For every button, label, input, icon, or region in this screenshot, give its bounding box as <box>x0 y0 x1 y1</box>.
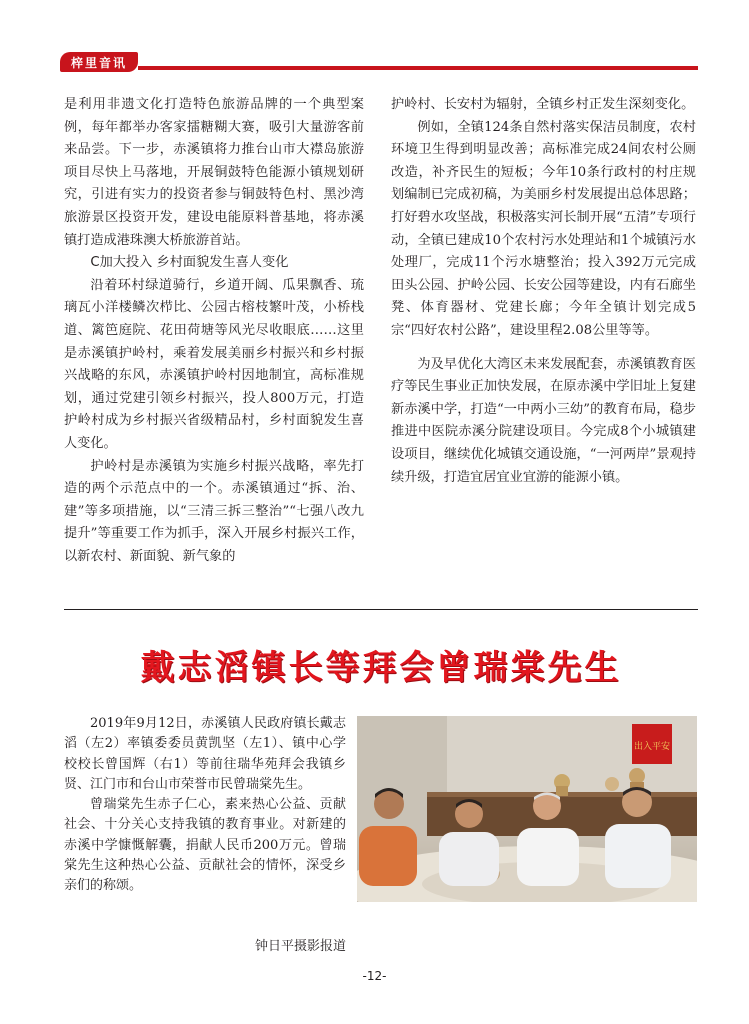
article-paragraph: 为及早优化大湾区未来发展配套，赤溪镇教育医疗等民生事业正加快发展，在原赤溪中学旧址上复建新赤溪中学，打造“一中两小三幼”的教育布局，稳步推进中医院赤溪分院建设项目。今完成8个小城镇建设项目，继续优化城镇交通设施，“一河两岸”景观持续升级，打造宜居宜业宜游的能源小镇。 <box>391 356 696 485</box>
photo-illustration <box>357 716 697 902</box>
section-divider <box>64 609 698 610</box>
article-paragraph: 例如，全镇124条自然村落实保洁员制度，农村环境卫生得到明显改善；高标准完成24间农村公厕改造，补齐民生的短板；今年10条行政村的村庄规划编制已完成初稿，为美丽乡村发展提出总体思路；打好碧水攻坚战，积极落实河长制开展“五清”专项行动，全镇已建成10个农村污水处理站和1个城镇污水处理厂，完成11个污水塘整治；投入392万元完成田头公园、护岭公园、长安公园等建设，内有石廊坐凳、体育器材、党建长廊；今年全镇计划完成5宗“四好农村公路”，建设里程2.08公里等等。 <box>391 119 696 338</box>
page-number: -12- <box>362 969 387 983</box>
article-paragraph: 护岭村、长安村为辐射，全镇乡村正发生深刻变化。 <box>391 97 695 112</box>
article-paragraph: 沿着环村绿道骑行，乡道开阔、瓜果飘香、琉璃瓦小洋楼鳞次栉比、公园古榕枝繁叶茂，小桥栈道、篱笆庭院、花田荷塘等风光尽收眼底……这里是赤溪镇护岭村，乘着发展美丽乡村振兴和乡村振兴战略的东风，赤溪镇护岭村因地制宜，高标准规划，通过党建引领乡村振兴，投人800万元，打造护岭村成为乡村振兴省级精品村，乡村面貌发生喜人变化。 <box>64 277 364 451</box>
article-paragraph: 护岭村是赤溪镇为实施乡村振兴战略，率先打造的两个示范点中的一个。赤溪镇通过“拆、治、建”等多项措施，以“三清三拆三整治”“七强八改九提升”等重要工作为抓手，深入开展乡村振兴工作，以新农村、新面貌、新气象的 <box>64 458 364 564</box>
news-body <box>64 714 346 897</box>
article-paragraph: 是利用非遗文化打造特色旅游品牌的一个典型案例，每年都举办客家擂糖糊大赛，吸引大量游客前来品尝。下一步，赤溪镇将力推台山市大襟岛旅游项目尽快上马落地，开展铜鼓特色能源小镇规划研究，引进有实力的投资者参与铜鼓特色村、黑沙湾旅游景区投资开发，建设电能原料普基地，将赤溪镇打造成港珠澳大桥旅游首站。 <box>64 97 364 248</box>
news-paragraph: 2019年9月12日，赤溪镇人民政府镇长戴志滔（左2）率镇委委员黄凯坚（左1）、镇中心学校校长曾国辉（右1）等前往瑞华苑拜会我镇乡贤、江门市和台山市荣誉市民曾瑞棠先生。 <box>64 716 346 792</box>
news-title: 戴志滔镇长等拜会曾瑞棠先生 <box>140 648 622 688</box>
news-photo <box>357 716 697 902</box>
section-tag: 梓里音讯 <box>60 52 138 72</box>
header-rule <box>138 66 698 70</box>
article-subheading: C加大投入 乡村面貌发生喜人变化 <box>90 255 289 271</box>
banner-text: 出入平安 <box>633 742 671 752</box>
article-left-column <box>64 94 364 568</box>
article-right-column <box>391 94 696 489</box>
news-byline: 钟日平摄影报道 <box>254 939 346 954</box>
news-paragraph: 曾瑞棠先生赤子仁心，素来热心公益、贡献社会、十分关心支持我镇的教育事业。对新建的赤溪中学慷慨解囊，捐献人民币200万元。曾瑞棠先生这种热心公益、贡献社会的情怀，深受乡亲们的称颂。 <box>64 797 346 894</box>
